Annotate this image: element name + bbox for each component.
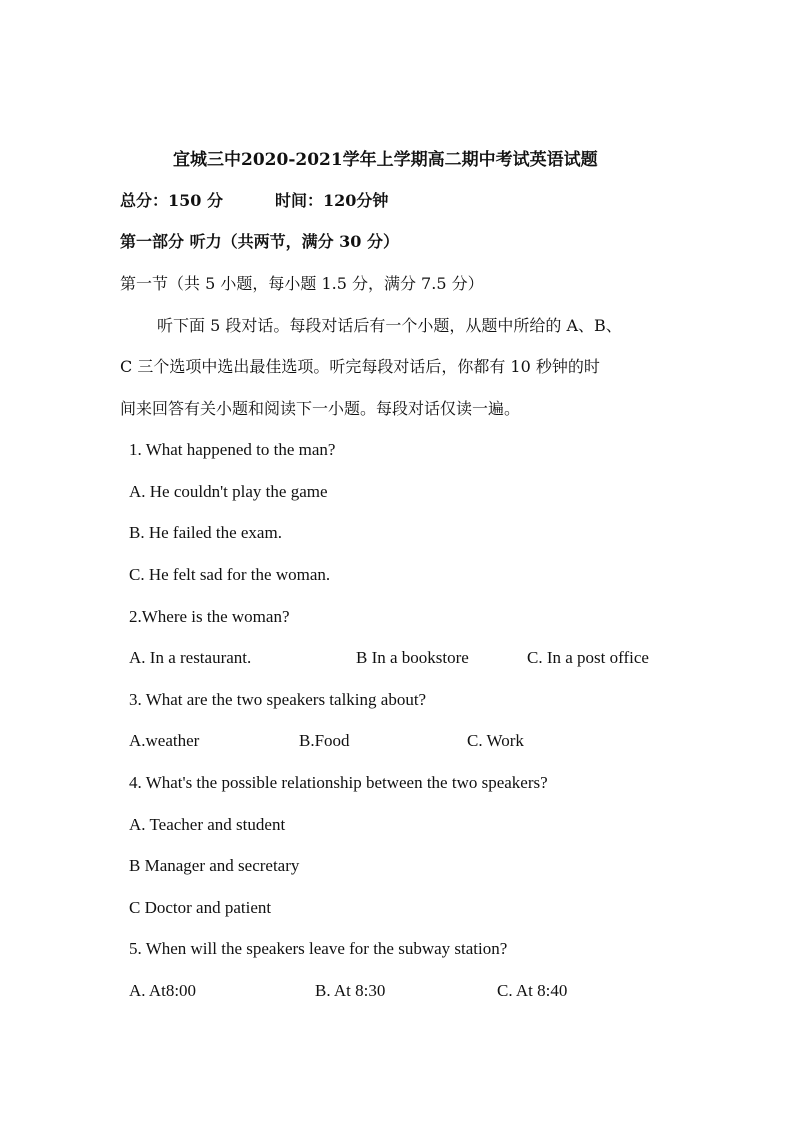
question-option: B.Food <box>299 731 350 750</box>
question-option: A. In a restaurant. <box>129 648 252 667</box>
instruction-line: C 三个选项中选出最佳选项。听完每段对话后，你都有 10 秒钟的时 <box>120 357 600 376</box>
question-stem: 5. When will the speakers leave for the subway station? <box>129 939 508 958</box>
question-stem: 2.Where is the woman? <box>129 607 290 626</box>
question-option: C. Work <box>467 731 524 750</box>
section-heading: 第一节（共 5 小题，每小题 1.5 分，满分 7.5 分） <box>120 274 484 293</box>
question-option: A.weather <box>129 731 200 750</box>
question-stem: 4. What's the possible relationship between the two speakers? <box>129 773 548 792</box>
question-option: B Manager and secretary <box>129 856 300 875</box>
page-title: 宜城三中2020-2021学年上学期高二期中考试英语试题 <box>173 150 598 170</box>
question-stem: 1. What happened to the man? <box>129 440 336 459</box>
question-option: C Doctor and patient <box>129 898 272 917</box>
question-option: C. He felt sad for the woman. <box>129 565 331 584</box>
question-stem: 3. What are the two speakers talking about? <box>129 690 427 709</box>
question-option: A. Teacher and student <box>129 815 286 834</box>
instruction-line: 间来回答有关小题和阅读下一小题。每段对话仅读一遍。 <box>120 399 521 418</box>
total-score: 总分：150 分 <box>120 191 223 210</box>
question-option: C. In a post office <box>527 648 649 667</box>
question-option: B In a bookstore <box>356 648 469 667</box>
question-option: C. At 8:40 <box>497 981 568 1000</box>
question-option: B. At 8:30 <box>315 981 386 1000</box>
exam-time: 时间：120分钟 <box>275 191 389 210</box>
question-option: B. He failed the exam. <box>129 523 282 542</box>
question-option: A. At8:00 <box>129 981 197 1000</box>
part-heading: 第一部分 听力（共两节，满分 30 分） <box>120 232 399 251</box>
question-option: A. He couldn't play the game <box>129 482 328 501</box>
instruction-line: 听下面 5 段对话。每段对话后有一个小题，从题中所给的 A、B、 <box>157 316 622 335</box>
